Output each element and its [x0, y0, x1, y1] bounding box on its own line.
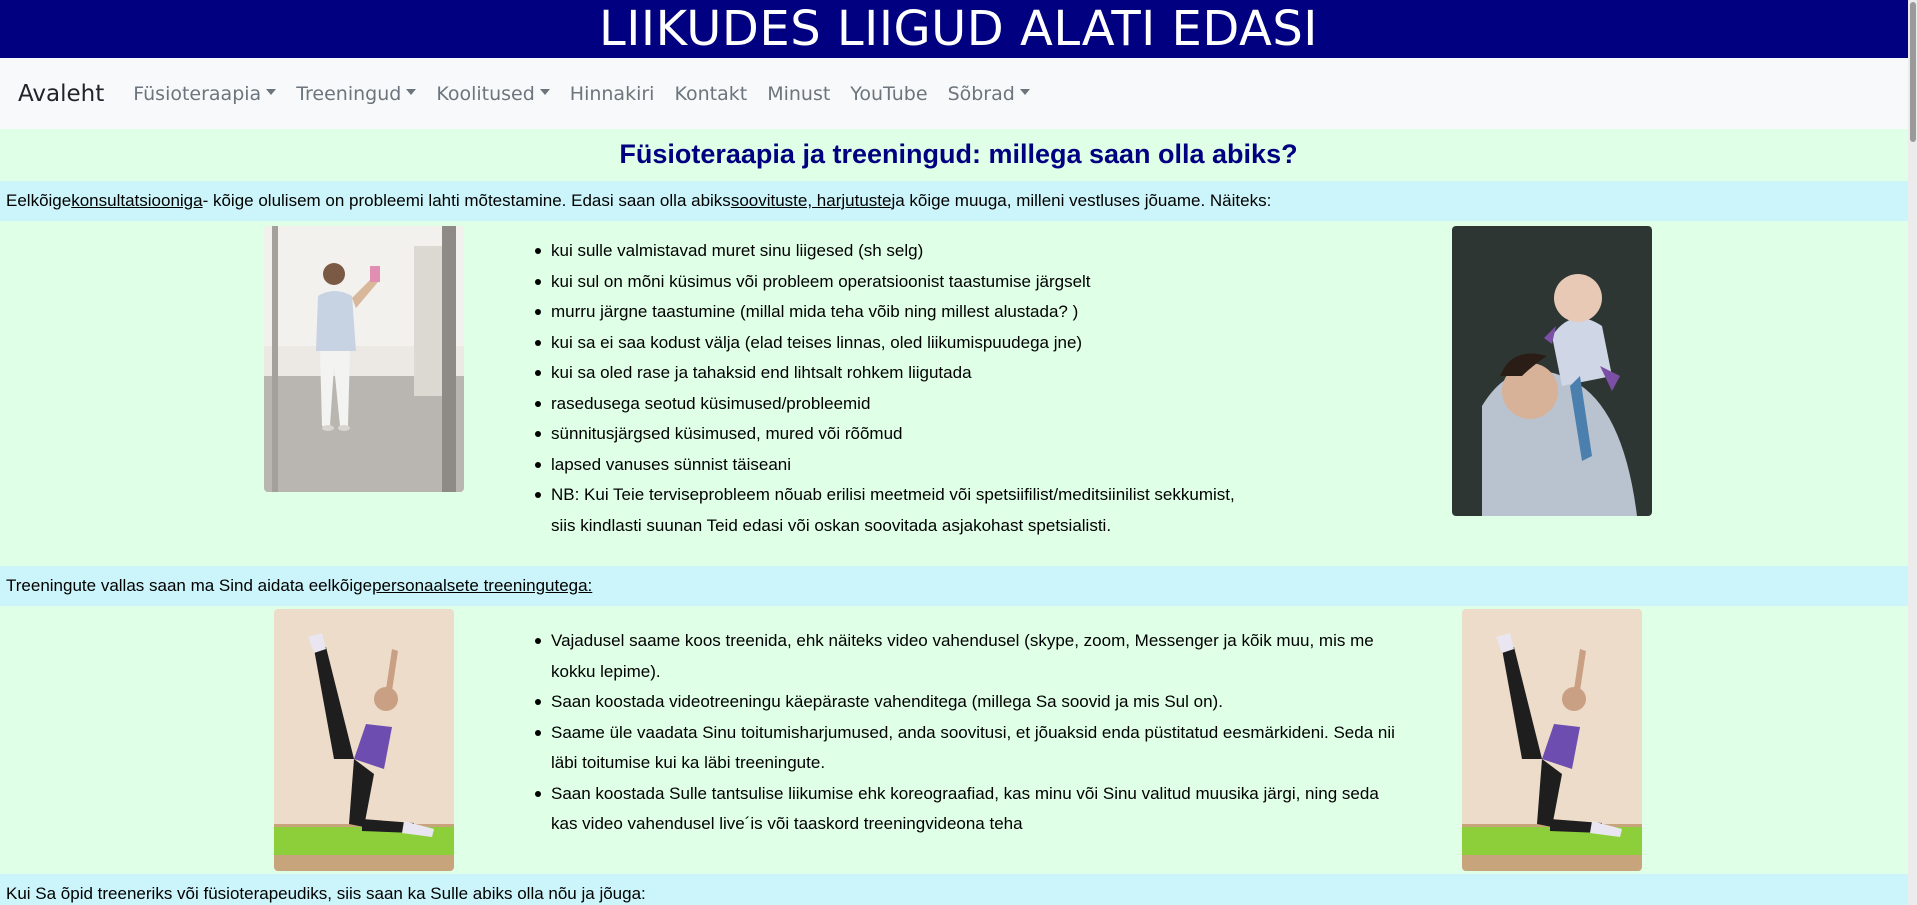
dropdown-caret-icon — [266, 89, 276, 95]
page-title: Füsioteraapia ja treeningud: millega saan olla abiks? — [619, 139, 1298, 169]
nav-item-koolitused[interactable] — [436, 83, 549, 105]
photo-mirror-selfie — [264, 226, 464, 492]
dropdown-caret-icon — [406, 89, 416, 95]
nav-item-label: Kontakt — [674, 82, 748, 105]
nav-brand-home[interactable]: Avaleht — [18, 80, 105, 107]
list-item: Vajadusel saame koos treenida, ehk näiteks video vahendusel (skype, zoom, Messenger ja kõik muu, mis me kokku lepime). — [535, 626, 1400, 687]
list-item: Saame üle vaadata Sinu toitumisharjumused, anda soovitusi, et jõuaksid enda püstitatud eesmärkideni. Seda nii läbi toitumise kui ka läbi treeningute. — [535, 718, 1400, 779]
list-item: kui sa ei saa kodust välja (elad teises linnas, oled liikumispuudega jne) — [535, 328, 1235, 359]
site-banner — [0, 0, 1917, 58]
list-item: kui sa oled rase ja tahaksid end lihtsalt rohkem liigutada — [535, 358, 1235, 389]
intro-text-1: Eelkõige — [6, 191, 72, 210]
physio-list — [535, 236, 1235, 541]
list-item: kui sulle valmistavad muret sinu liigesed (sh selg) — [535, 236, 1235, 267]
list-item: Saan koostada videotreeningu käepäraste vahenditega (millega Sa soovid ja mis Sul on). — [535, 687, 1400, 718]
nav-item-treeningud[interactable] — [296, 83, 416, 105]
page-scrollbar[interactable] — [1908, 0, 1917, 905]
training-list — [535, 626, 1400, 840]
nav-item-label: YouTube — [850, 82, 928, 105]
nav-item-sobrad[interactable] — [948, 83, 1030, 105]
recommendations-link[interactable]: soovituste, harjutuste — [730, 191, 892, 210]
list-item: sünnitusjärgsed küsimused, mured või rõõmud — [535, 419, 1235, 450]
photo-stretch-right — [1462, 609, 1642, 871]
nav-item-label: Koolitused — [436, 82, 535, 105]
training-strip — [0, 566, 1917, 606]
list-item: kui sul on mõni küsimus või probleem operatsioonist taastumise järgselt — [535, 267, 1235, 298]
consultation-link[interactable]: konsultatsiooniga — [71, 191, 203, 210]
scrollbar-thumb[interactable] — [1910, 2, 1916, 142]
photo-mother-child — [1452, 226, 1652, 516]
dropdown-caret-icon — [540, 89, 550, 95]
intro-text-2: - kõige olulisem on probleemi lahti mõtestamine. Edasi saan olla abiks — [202, 191, 731, 210]
nav-item-hinnakiri[interactable] — [570, 83, 655, 105]
nav-item-label: Treeningud — [296, 82, 402, 105]
nav-item-label: Minust — [767, 82, 831, 105]
nav-item-label: Sõbrad — [947, 82, 1015, 105]
nav-item-youtube[interactable] — [850, 83, 927, 105]
physio-section — [0, 221, 1917, 566]
photo-stretch-left — [274, 609, 454, 871]
main-navbar — [0, 58, 1917, 129]
personal-training-link[interactable]: personaalsete treeningutega: — [372, 576, 593, 595]
nav-item-label: Füsioteraapia — [133, 82, 262, 105]
intro-text-3: ja kõige muuga, milleni vestluses jõuame. Näiteks: — [891, 191, 1272, 210]
nav-item-minust[interactable] — [767, 83, 830, 105]
list-item: NB: Kui Teie terviseprobleem nõuab erilisi meetmeid või spetsiifilist/meditsiinilist sekkumist, siis kindlasti suunan Teid edasi või oskan soovitada asjakohast spetsialisti. — [535, 480, 1235, 541]
training-section — [0, 606, 1917, 874]
trainer-strip-text: Kui Sa õpid treeneriks või füsioterapeudiks, siis saan ka Sulle abiks olla nõu ja jõuga: — [6, 884, 646, 903]
list-item: Saan koostada Sulle tantsulise liikumise ehk koreograafiad, kas minu või Sinu valitud muusika järgi, ning seda kas video vahendusel live´is või taaskord treeningvideona teha — [535, 779, 1400, 840]
dropdown-caret-icon — [1020, 89, 1030, 95]
nav-item-fusioteraapia[interactable] — [133, 83, 276, 105]
training-intro-text: Treeningute vallas saan ma Sind aidata eelkõige — [6, 576, 373, 595]
trainer-strip — [0, 874, 1917, 905]
nav-item-label: Hinnakiri — [569, 82, 655, 105]
list-item: rasedusega seotud küsimused/probleemid — [535, 389, 1235, 420]
nav-item-kontakt[interactable] — [674, 83, 747, 105]
list-item: murru järgne taastumine (millal mida teha võib ning millest alustada? ) — [535, 297, 1235, 328]
site-title: LIIKUDES LIIGUD ALATI EDASI — [599, 1, 1318, 57]
list-item: lapsed vanuses sünnist täiseani — [535, 450, 1235, 481]
intro-strip — [0, 181, 1917, 221]
